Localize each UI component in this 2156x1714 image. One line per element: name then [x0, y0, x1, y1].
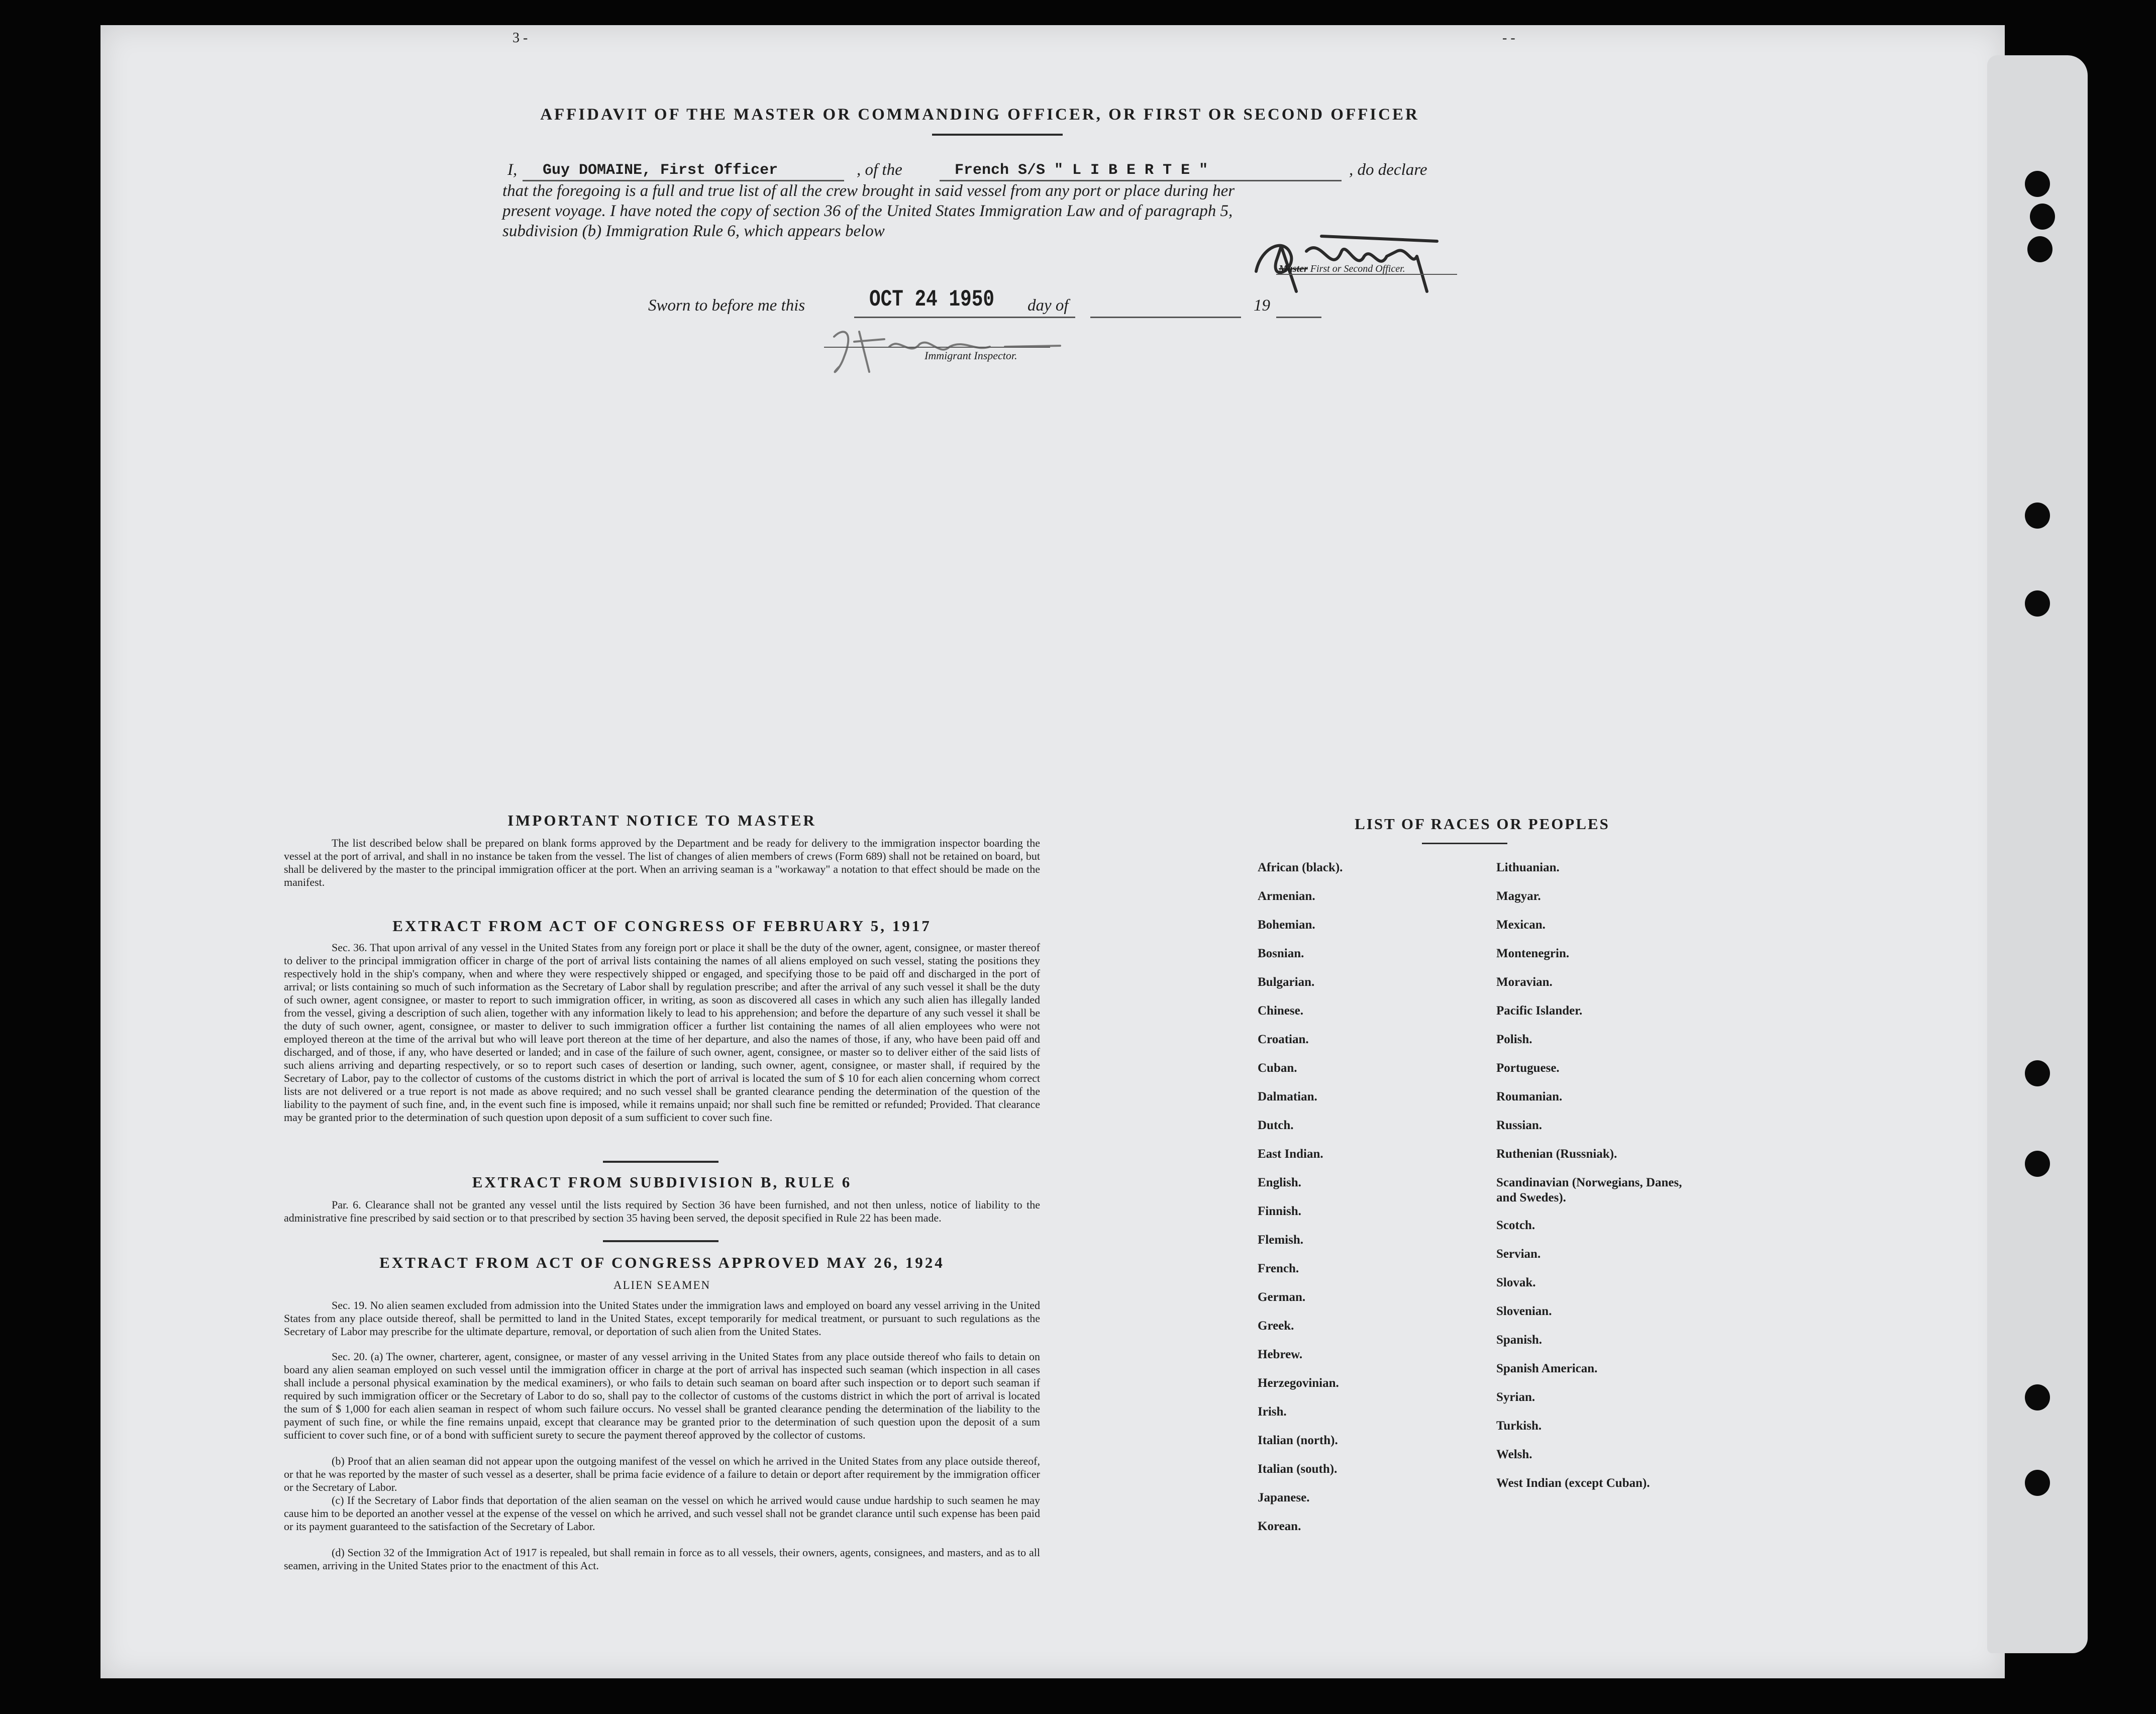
race-item: Italian (south). [1258, 1462, 1338, 1476]
affidavit-mid: , of the [857, 161, 902, 179]
race-item: Spanish American. [1496, 1362, 1598, 1375]
race-item: Dalmatian. [1258, 1090, 1317, 1103]
race-item: Bosnian. [1258, 947, 1304, 960]
race-item: Russian. [1496, 1119, 1543, 1132]
affidavit-line2: that the foregoing is a full and true list of all the crew brought in said vessel from any port or place during her [502, 182, 1235, 200]
year-line [1276, 317, 1321, 318]
sec19-text: Sec. 19. No alien seamen excluded from admission into the United States under the immigration laws and employed on board any vessel arriving in the United States from any place outside thereof, shall be permitted to land in the United States, except temporarily for medical treatment, or pursuant to such regulations as the Secretary of Labor may prescribe for the ultimate departure, removal, or deportation of such alien from the United States. [284, 1299, 1040, 1338]
race-item: German. [1258, 1290, 1306, 1304]
day-of-text: day of [1028, 296, 1069, 315]
corner-mark-right: - - [1502, 30, 1515, 46]
race-item: Chinese. [1258, 1004, 1303, 1018]
race-item: Greek. [1258, 1319, 1294, 1333]
affidavit-line4: subdivision (b) Immigration Rule 6, which appears below [502, 222, 885, 240]
extract-1917-title: EXTRACT FROM ACT OF CONGRESS OF FEBRUARY 5, 1917 [392, 917, 932, 935]
affidavit-line3: present voyage. I have noted the copy of section 36 of the United States Immigration Law and of paragraph 5, [502, 202, 1233, 220]
year-prefix: 19 [1254, 296, 1270, 315]
race-item: Servian. [1496, 1247, 1541, 1261]
race-item: Korean. [1258, 1520, 1301, 1533]
officer-caption: First or Second Officer. [1310, 263, 1405, 274]
binder-hole [2025, 1060, 2050, 1086]
extract-1917-text: Sec. 36. That upon arrival of any vessel in the United States from any foreign port or place it shall be the duty of the owner, agent, consignee, or master thereof to deliver to the principal immigration officer in charge of the port of arrival lists containing the names of all aliens employed on such vessel, stating the positions they respectively hold in the ship's company, when and where they were respectively shipped or engaged, and specifying those to be paid off and discharged in the port of arrival; or lists containing so much of such information as the Secretary of Labor shall by regulation prescribe; and after the arrival of any such vessel it shall be the duty of such owner, agent consignee, or master to report to such immigration officer, in writing, as soon as discovered all cases in which any such alien has illegally landed from the vessel, giving a description of such alien, together with any information likely to lead to his apprehension; and before the departure of any such vessel it shall be the duty of such owner, agent, consignee, or master to deliver to such immigration officer a further list containing the names of all alien employees who were not employed thereon at the time of the arrival but who will leave port thereon at the time of her departure, and also the names of those, if any, who have been paid off and discharged, and of those, if any, who have deserted or landed; and in case of the failure of such owner, agent, consignee, or master so to deliver either of the said lists of such aliens arriving and departing respectively, or so to report such cases of desertion or landing, such owner, agent, consignee, or master shall, if required by the Secretary of Labor, pay to the collector of customs of the customs district in which the port of arrival is located the sum of $ 10 for each alien concerning whom correct lists are not delivered or a true report is not made as above required; and no such vessel shall be granted clearance pending the determination of the question of the liability to the payment of such fine, and, in the event such fine is imposed, while it remains unpaid; nor shall such fine be remitted or refunded; Provided. That clearance may be granted prior to the determination of such question upon deposit of a sum sufficient to cover such fine. [284, 941, 1040, 1124]
officer-name-field: Guy DOMAINE, First Officer [543, 162, 778, 179]
binder-hole [2025, 1384, 2050, 1410]
race-item: Dutch. [1258, 1119, 1294, 1132]
race-item: English. [1258, 1176, 1301, 1189]
race-item: Roumanian. [1496, 1090, 1563, 1103]
month-line [1090, 317, 1241, 318]
sworn-text: Sworn to before me this [648, 296, 805, 315]
sec20c-text: (c) If the Secretary of Labor finds that deportation of the alien seaman on the vessel on which he arrived would cause undue hardship to such seamen he may cause him to be deported an another vessel at the expense of the vessel on which he arrived, and such vessel shall not be grandet clarance until such expense has been paid or its payment guaranteed to the satisfaction of the Secretary of Labor. [284, 1494, 1040, 1533]
vessel-name-line [940, 180, 1342, 181]
affidavit-post: , do declare [1349, 161, 1427, 179]
binder-hole [2025, 171, 2050, 197]
race-item: Irish. [1258, 1405, 1287, 1419]
race-item: Syrian. [1496, 1390, 1535, 1404]
race-item: Italian (north). [1258, 1434, 1338, 1447]
race-item: Slovak. [1496, 1276, 1536, 1289]
race-item: Scotch. [1496, 1219, 1535, 1232]
race-item: Cuban. [1258, 1061, 1297, 1075]
race-item: Lithuanian. [1496, 861, 1560, 874]
corner-mark-left: 3 - [512, 30, 528, 46]
race-item: Bohemian. [1258, 918, 1315, 932]
notice-text: The list described below shall be prepared on blank forms approved by the Department and be ready for delivery to the immigration inspector boarding the vessel at the port of arrival, and shall in no instance be taken from the vessel. The list of changes of alien members of crews (Form 689) shall not be retained on board, but shall be delivered by the master to the principal immigration officer at the port. When an arriving seaman is a "workaway" a notation to that effect should be made on the manifest. [284, 837, 1040, 888]
race-item: Slovenian. [1496, 1304, 1552, 1318]
race-item: Herzegovinian. [1258, 1376, 1339, 1390]
race-item: Scandinavian (Norwegians, Danes, and Swedes). [1496, 1176, 1682, 1204]
inspector-line [824, 347, 1050, 348]
binder-hole [2025, 1151, 2050, 1177]
title-rule [932, 134, 1063, 136]
extract-rule6-rule [603, 1240, 718, 1242]
race-item: Flemish. [1258, 1233, 1303, 1247]
races-title: LIST OF RACES OR PEOPLES [1355, 815, 1610, 833]
affidavit-line1 [502, 161, 1457, 181]
binder-hole [2025, 502, 2050, 529]
officer-signature [1246, 216, 1487, 307]
race-item: Japanese. [1258, 1491, 1310, 1504]
races-rule [1422, 843, 1507, 844]
sec20b-text: (b) Proof that an alien seaman did not appear upon the outgoing manifest of the vessel on which he arrived in the United States from any place outside thereof, or that he was reported by the master of such vessel as a deserter, shall be prima facie evidence of a failure to detain or deport after requirement by the immigration officer or the Secretary of Labor. [284, 1455, 1040, 1493]
race-item: Portuguese. [1496, 1061, 1560, 1075]
extract-1924-title: EXTRACT FROM ACT OF CONGRESS APPROVED MAY 26, 1924 [379, 1254, 945, 1271]
race-item: East Indian. [1258, 1147, 1323, 1161]
race-item: French. [1258, 1262, 1299, 1275]
race-item: Croatian. [1258, 1033, 1309, 1046]
race-item: Spanish. [1496, 1333, 1543, 1347]
race-item: Welsh. [1496, 1448, 1532, 1461]
signature-caption [1279, 263, 1405, 275]
extract-1917-rule [603, 1161, 718, 1163]
affidavit-title: AFFIDAVIT OF THE MASTER OR COMMANDING OFFICER, OR FIRST OR SECOND OFFICER [540, 106, 1419, 124]
binder-hole [2025, 1470, 2050, 1496]
race-item: Magyar. [1496, 889, 1541, 903]
race-item: West Indian (except Cuban). [1496, 1476, 1650, 1490]
race-item: Turkish. [1496, 1419, 1542, 1433]
struck-master-label: Master [1279, 263, 1308, 274]
torn-page-edge [1987, 55, 2088, 1653]
inspector-caption: Immigrant Inspector. [925, 349, 1017, 362]
race-item: Montenegrin. [1496, 947, 1570, 960]
race-item: Bulgarian. [1258, 975, 1315, 989]
race-item: Moravian. [1496, 975, 1553, 989]
race-item: Hebrew. [1258, 1348, 1303, 1361]
race-item: Armenian. [1258, 889, 1315, 903]
notice-title: IMPORTANT NOTICE TO MASTER [507, 812, 816, 829]
sec20d-text: (d) Section 32 of the Immigration Act of 1917 is repealed, but shall remain in force as to all vessels, their owners, agents, consignees, and masters, and as to all seamen, arriving in the United States prior to the enactment of this Act. [284, 1546, 1040, 1572]
race-item: Polish. [1496, 1033, 1532, 1046]
race-item: Pacific Islander. [1496, 1004, 1583, 1018]
affidavit-pre: I, [507, 161, 518, 179]
signature-line [1276, 274, 1457, 275]
extract-1924-subtitle: ALIEN SEAMEN [613, 1279, 711, 1291]
extract-rule6-text: Par. 6. Clearance shall not be granted any vessel until the lists required by Section 36 have been furnished, and not then unless, notice of liability to the administrative fine prescribed by said section or to that prescribed by section 35 having been served, the deposit specified in Rule 22 has been made. [284, 1198, 1040, 1224]
officer-name-line [523, 180, 844, 181]
extract-rule6-title: EXTRACT FROM SUBDIVISION B, RULE 6 [472, 1173, 852, 1191]
race-item: African (black). [1258, 861, 1343, 874]
race-item: Mexican. [1496, 918, 1546, 932]
sec20a-text: Sec. 20. (a) The owner, charterer, agent, consignee, or master of any vessel arriving in the United States from any place outside thereof who fails to detain on board any alien seaman employed on such vessel until the immigration officer in charge at the port of arrival has inspected such seaman (which inspection in all cases shall include a personal physical examination by the medical examiners), or who fails to detain such seaman on board after such inspection or to deport such seaman if required by such immigration officer or the Secretary of Labor to do so, shall pay to the collector of customs of the customs district in which the port of arrival is located the sum of $ 1,000 for each alien seaman in respect of whom such failure occurs. No vessel shall be granted clearance pending the determination of the liability to the payment of such fine, or while the fine remains unpaid, except that clearance may be granted prior to the determination of such question upon the deposit of a sum sufficient to cover such fine, or of a bond with sufficient surety to secure the payment thereof approved by the collector of customs. [284, 1350, 1040, 1441]
binder-hole [2027, 236, 2052, 262]
binder-hole [2030, 204, 2055, 230]
sworn-date-stamp: OCT 24 1950 [869, 286, 994, 313]
race-item: Finnish. [1258, 1204, 1301, 1218]
race-item: Ruthenian (Russniak). [1496, 1147, 1617, 1161]
binder-hole [2025, 590, 2050, 617]
vessel-name-field: French S/S " L I B E R T E " [955, 162, 1208, 179]
